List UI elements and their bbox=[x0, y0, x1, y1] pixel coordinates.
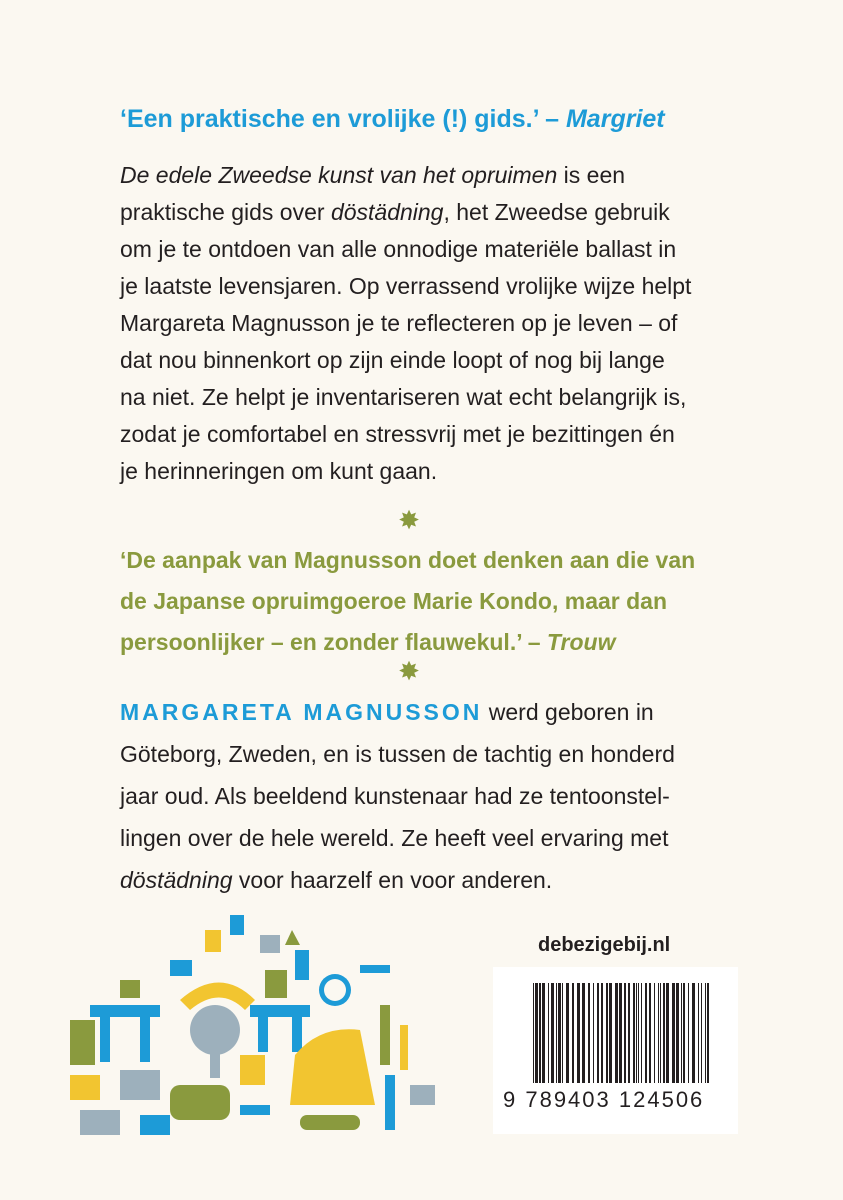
barcode-bar bbox=[672, 983, 675, 1083]
description-line bbox=[120, 197, 670, 227]
quote-source: Margriet bbox=[565, 105, 665, 133]
illustration-shapes bbox=[70, 915, 435, 1135]
barcode-bar bbox=[633, 983, 635, 1083]
book-title: De edele Zweedse kunst van het opruimen bbox=[120, 162, 558, 188]
star-divider-icon: ✸ bbox=[398, 656, 420, 686]
barcode-bar bbox=[539, 983, 541, 1083]
bio-line: Göteborg, Zweden, en is tussen de tachtig en honderd bbox=[120, 741, 675, 767]
description-line: je herinneringen om kunt gaan. bbox=[120, 458, 438, 484]
barcode-bar bbox=[649, 983, 651, 1083]
text: persoonlijker – en zonder flauwekul.’ – bbox=[120, 629, 547, 655]
description-line: Margareta Magnusson je te reflecteren op je leven – of bbox=[120, 310, 678, 336]
review-quote-margriet bbox=[120, 104, 665, 134]
quote-text: ‘Een praktische en vrolijke (!) gids.’ – bbox=[120, 105, 566, 133]
barcode-bar bbox=[548, 983, 549, 1083]
barcode-bar bbox=[597, 983, 599, 1083]
bio-line bbox=[120, 697, 654, 727]
text: werd geboren in bbox=[482, 699, 654, 725]
barcode-bar bbox=[658, 983, 659, 1083]
barcode-bar bbox=[638, 983, 639, 1083]
bio-line bbox=[120, 865, 552, 895]
star-divider-icon: ✸ bbox=[398, 505, 420, 535]
barcode-bar bbox=[566, 983, 569, 1083]
description-line: om je te ontdoen van alle onnodige materiële ballast in bbox=[120, 236, 677, 262]
description-line: zodat je comfortabel en stressvrij met je bezittingen én bbox=[120, 421, 675, 447]
barcode-bar bbox=[698, 983, 699, 1083]
barcode-bar bbox=[636, 983, 637, 1083]
description-line: je laatste levensjaren. Op verrassend vrolijke wijze helpt bbox=[120, 273, 692, 299]
isbn-number: 9 789403 124506 bbox=[503, 1087, 705, 1112]
barcode-bar bbox=[582, 983, 585, 1083]
author-name: MARGARETA MAGNUSSON bbox=[120, 699, 483, 725]
text: is een bbox=[557, 162, 626, 188]
quote-source: Trouw bbox=[546, 629, 616, 655]
quote-line: ‘De aanpak van Magnusson doet denken aan die van bbox=[120, 547, 696, 573]
barcode-bar bbox=[705, 983, 706, 1083]
text: praktische gids over bbox=[120, 199, 331, 225]
barcode-bar bbox=[681, 983, 682, 1083]
barcode-bar bbox=[556, 983, 557, 1083]
description-line bbox=[120, 160, 625, 190]
barcode-bar bbox=[606, 983, 608, 1083]
barcode-bar bbox=[654, 983, 655, 1083]
description-line: dat nou binnenkort op zijn einde loopt of nog bij lange bbox=[120, 347, 665, 373]
barcode-bar bbox=[701, 983, 702, 1083]
barcode-bar bbox=[593, 983, 594, 1083]
quote-line: de Japanse opruimgoeroe Marie Kondo, maar dan bbox=[120, 588, 668, 614]
text: , het Zweedse gebruik bbox=[443, 199, 670, 225]
publisher-website: debezigebij.nl bbox=[538, 934, 671, 956]
isbn-barcode bbox=[493, 967, 738, 1134]
barcode-bar bbox=[542, 983, 545, 1083]
term: döstädning bbox=[330, 199, 444, 225]
barcode-bar bbox=[558, 983, 561, 1083]
bio-line: lingen over de hele wereld. Ze heeft veel ervaring met bbox=[120, 825, 669, 851]
barcode-bar bbox=[660, 983, 661, 1083]
description-line: na niet. Ze helpt je inventariseren wat echt belangrijk is, bbox=[120, 384, 687, 410]
household-objects-illustration bbox=[60, 905, 450, 1145]
barcode-bar bbox=[551, 983, 554, 1083]
quote-line bbox=[120, 627, 615, 657]
barcode-bar bbox=[609, 983, 612, 1083]
barcode-bar bbox=[562, 983, 563, 1083]
barcode-bar bbox=[615, 983, 618, 1083]
barcode-bar bbox=[666, 983, 669, 1083]
barcode-bar bbox=[683, 983, 685, 1083]
barcode-bar bbox=[572, 983, 574, 1083]
barcode-bar bbox=[619, 983, 622, 1083]
barcode-bar bbox=[688, 983, 689, 1083]
barcode-bar bbox=[645, 983, 647, 1083]
bio-line: jaar oud. Als beeldend kunstenaar had ze tentoonstel- bbox=[120, 783, 670, 809]
barcode-bar bbox=[533, 983, 534, 1083]
barcode-bar bbox=[628, 983, 630, 1083]
barcode-bar bbox=[577, 983, 580, 1083]
barcode-bar bbox=[535, 983, 538, 1083]
barcode-bar bbox=[707, 983, 709, 1083]
barcode-bar bbox=[692, 983, 695, 1083]
text: voor haarzelf en voor anderen. bbox=[232, 867, 553, 893]
barcode-bar bbox=[676, 983, 679, 1083]
barcode-bar bbox=[663, 983, 665, 1083]
barcode-bar bbox=[588, 983, 590, 1083]
barcode-bars bbox=[533, 983, 713, 1083]
barcode-bar bbox=[624, 983, 626, 1083]
term: döstädning bbox=[120, 867, 233, 893]
barcode-bar bbox=[601, 983, 603, 1083]
barcode-bar bbox=[641, 983, 642, 1083]
